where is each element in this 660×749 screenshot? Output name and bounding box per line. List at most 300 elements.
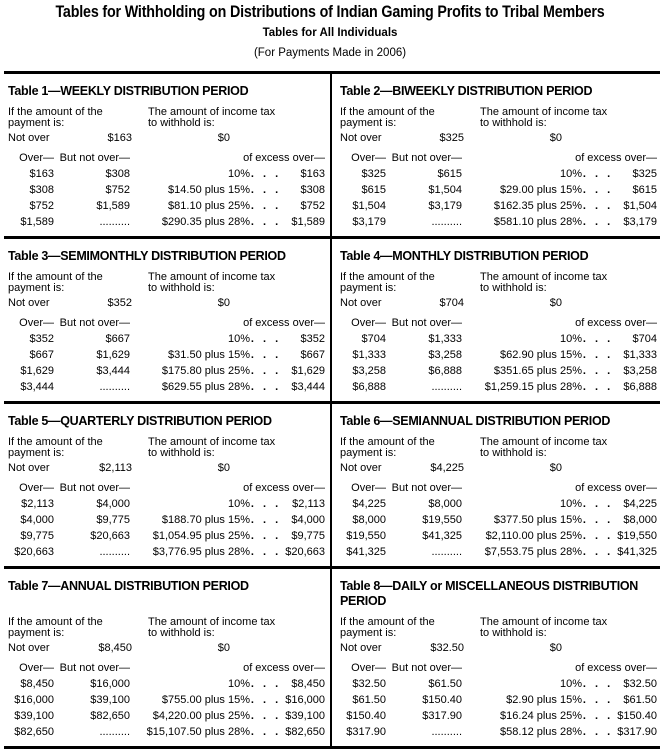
excess-over-amount: $61.50 [623, 694, 657, 706]
leader-dots: . . . [582, 546, 614, 558]
leader-dots: . . . [250, 349, 282, 361]
over-amount: $8,000 [352, 514, 386, 526]
tax-label-line: to withhold is: [480, 627, 547, 639]
over-amount: $4,225 [352, 498, 386, 510]
not-over-amount: $704 [439, 297, 464, 309]
excess-over-amount: $8,450 [291, 678, 325, 690]
tax-label-line: to withhold is: [480, 117, 547, 129]
tax-label-line: The amount of income tax [480, 271, 608, 283]
tax-label-line: The amount of income tax [480, 616, 608, 628]
but-not-over-amount: .......... [431, 216, 462, 228]
of-excess-header: of excess over— [243, 662, 325, 674]
over-amount: $150.40 [346, 710, 386, 722]
not-over-label: Not over [8, 462, 50, 474]
but-not-over-amount: $61.50 [428, 678, 462, 690]
payment-label [340, 107, 480, 129]
over-header: Over— [19, 317, 54, 329]
table-row-pair [4, 239, 660, 404]
zero-tax: $0 [217, 642, 230, 654]
payment-label-line: If the amount of the [8, 436, 103, 448]
tax-amount: $7,553.75 plus 28% [484, 546, 582, 558]
leader-dots: . . . [582, 678, 614, 690]
tax-amount: $188.70 plus 15% [161, 514, 250, 526]
table-row-pair [4, 569, 660, 749]
zero-tax: $0 [217, 462, 230, 474]
bracket-row [8, 363, 330, 379]
leader-dots: . . . [250, 184, 282, 196]
but-not-over-amount: .......... [99, 381, 130, 393]
bracket-row [8, 512, 330, 528]
tax-amount: $3,776.95 plus 28% [152, 546, 250, 558]
bracket-row [8, 676, 330, 692]
over-amount: $20,663 [14, 546, 54, 558]
excess-over-amount: $3,444 [291, 381, 325, 393]
not-over-amount: $32.50 [430, 642, 464, 654]
not-over-row [340, 642, 658, 656]
but-not-over-amount: $1,333 [428, 333, 462, 345]
not-over-label: Not over [340, 297, 382, 309]
leader-dots: . . . [582, 365, 614, 377]
but-not-over-amount: .......... [431, 381, 462, 393]
table-intro [8, 617, 330, 639]
over-amount: $16,000 [14, 694, 54, 706]
tax-amount: 10% [227, 678, 250, 690]
not-over-label: Not over [340, 132, 382, 144]
payment-label-line: If the amount of the [8, 271, 103, 283]
tax-label-line: to withhold is: [148, 282, 215, 294]
bracket-row [340, 379, 658, 395]
tax-amount: $175.80 plus 25% [161, 365, 250, 377]
withholding-table [332, 74, 658, 236]
leader-dots: . . . [250, 168, 282, 180]
table-intro [8, 437, 330, 459]
tax-amount: 10% [227, 333, 250, 345]
excess-over-amount: $3,258 [623, 365, 657, 377]
excess-over-amount: $325 [632, 168, 657, 180]
leader-dots: . . . [582, 168, 614, 180]
payment-label [340, 617, 480, 639]
of-excess-header: of excess over— [243, 152, 325, 164]
excess-over-amount: $752 [300, 200, 325, 212]
bracket-row [8, 214, 330, 230]
of-excess-header: of excess over— [243, 317, 325, 329]
but-not-over-header: But not over— [391, 152, 462, 164]
bracket-row [340, 708, 658, 724]
table-heading: Table 2—BIWEEKLY DISTRIBUTION PERIOD [340, 84, 593, 98]
table-heading: Table 8—DAILY or MISCELLANEOUS DISTRIBUTION PERIOD [340, 579, 639, 608]
bracket-row [340, 198, 658, 214]
not-over-label: Not over [8, 642, 50, 654]
tax-amount: 10% [559, 333, 582, 345]
payment-label-line: If the amount of the [340, 436, 435, 448]
tax-amount: $14.50 plus 15% [168, 184, 250, 196]
withholding-table [332, 569, 658, 746]
but-not-over-amount: $1,504 [428, 184, 462, 196]
table-heading: Table 3—SEMIMONTHLY DISTRIBUTION PERIOD [8, 249, 286, 263]
but-not-over-amount: $317.90 [422, 710, 462, 722]
but-not-over-amount: .......... [99, 726, 130, 738]
over-amount: $752 [29, 200, 54, 212]
leader-dots: . . . [582, 694, 614, 706]
leader-dots: . . . [582, 710, 614, 722]
leader-dots: . . . [250, 216, 282, 228]
not-over-row [340, 297, 658, 311]
payment-label-line: If the amount of the [340, 271, 435, 283]
payment-label [8, 272, 148, 294]
withholding-table [4, 74, 332, 236]
table-row-pair [4, 404, 660, 569]
excess-over-amount: $4,225 [623, 498, 657, 510]
leader-dots: . . . [250, 546, 282, 558]
but-not-over-amount: $1,589 [96, 200, 130, 212]
tax-label [148, 107, 275, 129]
excess-over-amount: $19,550 [617, 530, 657, 542]
over-amount: $1,629 [20, 365, 54, 377]
over-amount: $82,650 [14, 726, 54, 738]
not-over-amount: $8,450 [98, 642, 132, 654]
excess-over-amount: $615 [632, 184, 657, 196]
over-amount: $2,113 [21, 498, 54, 510]
excess-over-amount: $1,504 [623, 200, 657, 212]
leader-dots: . . . [582, 333, 614, 345]
over-amount: $41,325 [346, 546, 386, 558]
column-headers [340, 482, 658, 496]
tax-amount: $15,107.50 plus 28% [146, 726, 250, 738]
but-not-over-amount: $8,000 [428, 498, 462, 510]
tax-label [480, 617, 607, 639]
table-intro [8, 107, 330, 129]
not-over-label: Not over [340, 462, 382, 474]
not-over-amount: $163 [107, 132, 132, 144]
excess-over-amount: $32.50 [623, 678, 657, 690]
over-amount: $9,775 [20, 530, 54, 542]
tax-label-line: to withhold is: [480, 447, 547, 459]
bracket-row [340, 528, 658, 544]
tax-label-line: The amount of income tax [148, 271, 276, 283]
page-subtitle: Tables for All Individuals [262, 27, 398, 39]
payment-label [340, 272, 480, 294]
excess-over-amount: $1,589 [291, 216, 325, 228]
column-headers [340, 152, 658, 166]
bracket-row [340, 496, 658, 512]
excess-over-amount: $352 [300, 333, 325, 345]
tax-amount: $81.10 plus 25% [168, 200, 250, 212]
excess-over-amount: $9,775 [291, 530, 325, 542]
bracket-row [340, 363, 658, 379]
but-not-over-amount: $19,550 [422, 514, 462, 526]
tax-amount: $29.00 plus 15% [500, 184, 582, 196]
leader-dots: . . . [250, 333, 282, 345]
excess-over-amount: $1,629 [291, 365, 325, 377]
leader-dots: . . . [582, 184, 614, 196]
over-amount: $1,504 [352, 200, 386, 212]
payment-label [8, 437, 148, 459]
excess-over-amount: $20,663 [285, 546, 325, 558]
payment-label-line: payment is: [340, 627, 397, 639]
excess-over-amount: $8,000 [623, 514, 657, 526]
but-not-over-header: But not over— [391, 662, 462, 674]
bracket-row [8, 379, 330, 395]
bracket-row [340, 676, 658, 692]
excess-over-amount: $308 [300, 184, 325, 196]
but-not-over-header: But not over— [59, 662, 130, 674]
excess-over-amount: $317.90 [617, 726, 657, 738]
but-not-over-header: But not over— [391, 482, 462, 494]
tax-label-line: The amount of income tax [148, 106, 276, 118]
payment-label-line: payment is: [340, 117, 397, 129]
tax-amount: $62.90 plus 15% [500, 349, 582, 361]
excess-over-amount: $16,000 [285, 694, 325, 706]
zero-tax: $0 [549, 462, 562, 474]
tax-label-line: to withhold is: [148, 627, 215, 639]
excess-over-amount: $704 [632, 333, 657, 345]
excess-over-amount: $2,113 [292, 498, 325, 510]
leader-dots: . . . [250, 381, 282, 393]
table-intro [340, 272, 658, 294]
bracket-row [8, 166, 330, 182]
but-not-over-amount: .......... [431, 546, 462, 558]
tax-label [148, 272, 275, 294]
not-over-label: Not over [340, 642, 382, 654]
not-over-amount: $352 [107, 297, 132, 309]
tax-amount: $31.50 plus 15% [168, 349, 250, 361]
over-amount: $3,179 [352, 216, 386, 228]
table-row-pair [4, 74, 660, 239]
payment-label-line: payment is: [340, 282, 397, 294]
tax-label-line: to withhold is: [148, 117, 215, 129]
payment-label-line: If the amount of the [8, 616, 103, 628]
bracket-row [8, 198, 330, 214]
over-amount: $667 [29, 349, 54, 361]
not-over-label: Not over [8, 132, 50, 144]
not-over-amount: $325 [439, 132, 464, 144]
bracket-row [340, 512, 658, 528]
over-amount: $19,550 [346, 530, 386, 542]
but-not-over-header: But not over— [59, 152, 130, 164]
excess-over-amount: $6,888 [623, 381, 657, 393]
tax-amount: 10% [559, 168, 582, 180]
over-header: Over— [19, 152, 54, 164]
tax-amount: $290.35 plus 28% [161, 216, 250, 228]
but-not-over-amount: $150.40 [422, 694, 462, 706]
not-over-row [8, 132, 330, 146]
withholding-table [332, 239, 658, 401]
column-headers [8, 317, 330, 331]
tax-amount: $2,110.00 plus 25% [485, 530, 582, 542]
zero-tax: $0 [217, 297, 230, 309]
column-headers [8, 482, 330, 496]
excess-over-amount: $667 [300, 349, 325, 361]
bracket-row [8, 182, 330, 198]
bracket-row [8, 544, 330, 560]
over-header: Over— [351, 482, 386, 494]
table-intro [340, 107, 658, 129]
tax-label-line: The amount of income tax [148, 616, 276, 628]
but-not-over-amount: .......... [431, 726, 462, 738]
payment-label-line: payment is: [8, 117, 65, 129]
excess-over-amount: $1,333 [623, 349, 657, 361]
but-not-over-amount: $16,000 [90, 678, 130, 690]
payment-label [340, 437, 480, 459]
over-amount: $615 [361, 184, 386, 196]
table-heading: Table 5—QUARTERLY DISTRIBUTION PERIOD [8, 414, 272, 428]
over-header: Over— [19, 662, 54, 674]
payment-label-line: If the amount of the [340, 616, 435, 628]
over-amount: $32.50 [352, 678, 386, 690]
bracket-row [340, 182, 658, 198]
leader-dots: . . . [582, 726, 614, 738]
payment-label [8, 617, 148, 639]
over-header: Over— [19, 482, 54, 494]
of-excess-header: of excess over— [575, 482, 657, 494]
excess-over-amount: $41,325 [617, 546, 657, 558]
tax-amount: $629.55 plus 28% [161, 381, 250, 393]
bracket-row [8, 347, 330, 363]
table-intro [8, 272, 330, 294]
payment-label [8, 107, 148, 129]
not-over-label: Not over [8, 297, 50, 309]
tax-amount: $16.24 plus 25% [500, 710, 582, 722]
leader-dots: . . . [582, 530, 614, 542]
column-headers [340, 662, 658, 676]
over-amount: $8,450 [20, 678, 54, 690]
not-over-row [8, 297, 330, 311]
tax-amount: 10% [559, 678, 582, 690]
but-not-over-amount: $1,629 [96, 349, 130, 361]
over-amount: $1,333 [352, 349, 386, 361]
tax-label-line: The amount of income tax [148, 436, 276, 448]
bracket-row [340, 347, 658, 363]
tax-label-line: to withhold is: [480, 282, 547, 294]
not-over-row [340, 132, 658, 146]
bracket-row [340, 166, 658, 182]
leader-dots: . . . [250, 200, 282, 212]
over-amount: $163 [29, 168, 54, 180]
tax-amount: 10% [227, 498, 250, 510]
over-amount: $3,258 [352, 365, 386, 377]
but-not-over-amount: .......... [99, 546, 130, 558]
bracket-row [8, 708, 330, 724]
payment-label-line: If the amount of the [340, 106, 435, 118]
over-header: Over— [351, 662, 386, 674]
of-excess-header: of excess over— [243, 482, 325, 494]
zero-tax: $0 [549, 297, 562, 309]
over-header: Over— [351, 152, 386, 164]
leader-dots: . . . [250, 678, 282, 690]
excess-over-amount: $4,000 [291, 514, 325, 526]
leader-dots: . . . [582, 216, 614, 228]
bracket-row [8, 331, 330, 347]
tax-amount: $581.10 plus 28% [493, 216, 582, 228]
payment-label-line: payment is: [8, 627, 65, 639]
withholding-tables [4, 71, 660, 749]
bracket-row [340, 544, 658, 560]
leader-dots: . . . [582, 498, 614, 510]
leader-dots: . . . [582, 200, 614, 212]
table-intro [340, 617, 658, 639]
bracket-row [340, 331, 658, 347]
column-headers [8, 152, 330, 166]
withholding-table [4, 569, 332, 746]
over-amount: $325 [361, 168, 386, 180]
tax-label [480, 272, 607, 294]
but-not-over-amount: $752 [105, 184, 130, 196]
excess-over-amount: $163 [300, 168, 325, 180]
of-excess-header: of excess over— [575, 317, 657, 329]
tax-amount: $1,259.15 plus 28% [484, 381, 582, 393]
over-amount: $308 [29, 184, 54, 196]
payment-label-line: payment is: [8, 282, 65, 294]
bracket-row [8, 692, 330, 708]
leader-dots: . . . [582, 349, 614, 361]
but-not-over-header: But not over— [59, 317, 130, 329]
tax-amount: 10% [559, 498, 582, 510]
leader-dots: . . . [250, 710, 282, 722]
table-heading: Table 4—MONTHLY DISTRIBUTION PERIOD [340, 249, 589, 263]
excess-over-amount: $82,650 [285, 726, 325, 738]
tax-label [148, 437, 275, 459]
not-over-row [8, 642, 330, 656]
tax-label [480, 437, 607, 459]
bracket-row [340, 692, 658, 708]
over-amount: $1,589 [20, 216, 54, 228]
tax-amount: $377.50 plus 15% [493, 514, 582, 526]
but-not-over-amount: $667 [105, 333, 130, 345]
payment-label-line: payment is: [340, 447, 397, 459]
tax-amount: $4,220.00 plus 25% [152, 710, 250, 722]
but-not-over-amount: $6,888 [428, 365, 462, 377]
tax-amount: $1,054.95 plus 25% [152, 530, 250, 542]
over-amount: $4,000 [20, 514, 54, 526]
tax-amount: $2.90 plus 15% [506, 694, 582, 706]
tax-amount: 10% [227, 168, 250, 180]
tax-label-line: The amount of income tax [480, 436, 608, 448]
zero-tax: $0 [549, 642, 562, 654]
leader-dots: . . . [250, 726, 282, 738]
not-over-row [340, 462, 658, 476]
of-excess-header: of excess over— [575, 662, 657, 674]
leader-dots: . . . [582, 381, 614, 393]
over-amount: $39,100 [14, 710, 54, 722]
leader-dots: . . . [250, 498, 282, 510]
zero-tax: $0 [217, 132, 230, 144]
not-over-amount: $2,113 [99, 462, 132, 474]
of-excess-header: of excess over— [575, 152, 657, 164]
over-amount: $6,888 [352, 381, 386, 393]
column-headers [340, 317, 658, 331]
excess-over-amount: $39,100 [285, 710, 325, 722]
tax-label [148, 617, 275, 639]
table-heading: Table 6—SEMIANNUAL DISTRIBUTION PERIOD [340, 414, 611, 428]
over-amount: $317.90 [346, 726, 386, 738]
tax-amount: $58.12 plus 28% [500, 726, 582, 738]
but-not-over-amount: $82,650 [90, 710, 130, 722]
table-heading: Table 7—ANNUAL DISTRIBUTION PERIOD [8, 579, 249, 593]
bracket-row [340, 724, 658, 740]
zero-tax: $0 [549, 132, 562, 144]
excess-over-amount: $150.40 [617, 710, 657, 722]
over-amount: $704 [361, 333, 386, 345]
but-not-over-amount: $3,444 [96, 365, 130, 377]
but-not-over-amount: $3,258 [428, 349, 462, 361]
tax-amount: $351.65 plus 25% [493, 365, 582, 377]
but-not-over-amount: $4,000 [96, 498, 130, 510]
leader-dots: . . . [250, 365, 282, 377]
withholding-table [4, 239, 332, 401]
tax-label-line: to withhold is: [148, 447, 215, 459]
over-amount: $61.50 [352, 694, 386, 706]
not-over-amount: $4,225 [430, 462, 464, 474]
